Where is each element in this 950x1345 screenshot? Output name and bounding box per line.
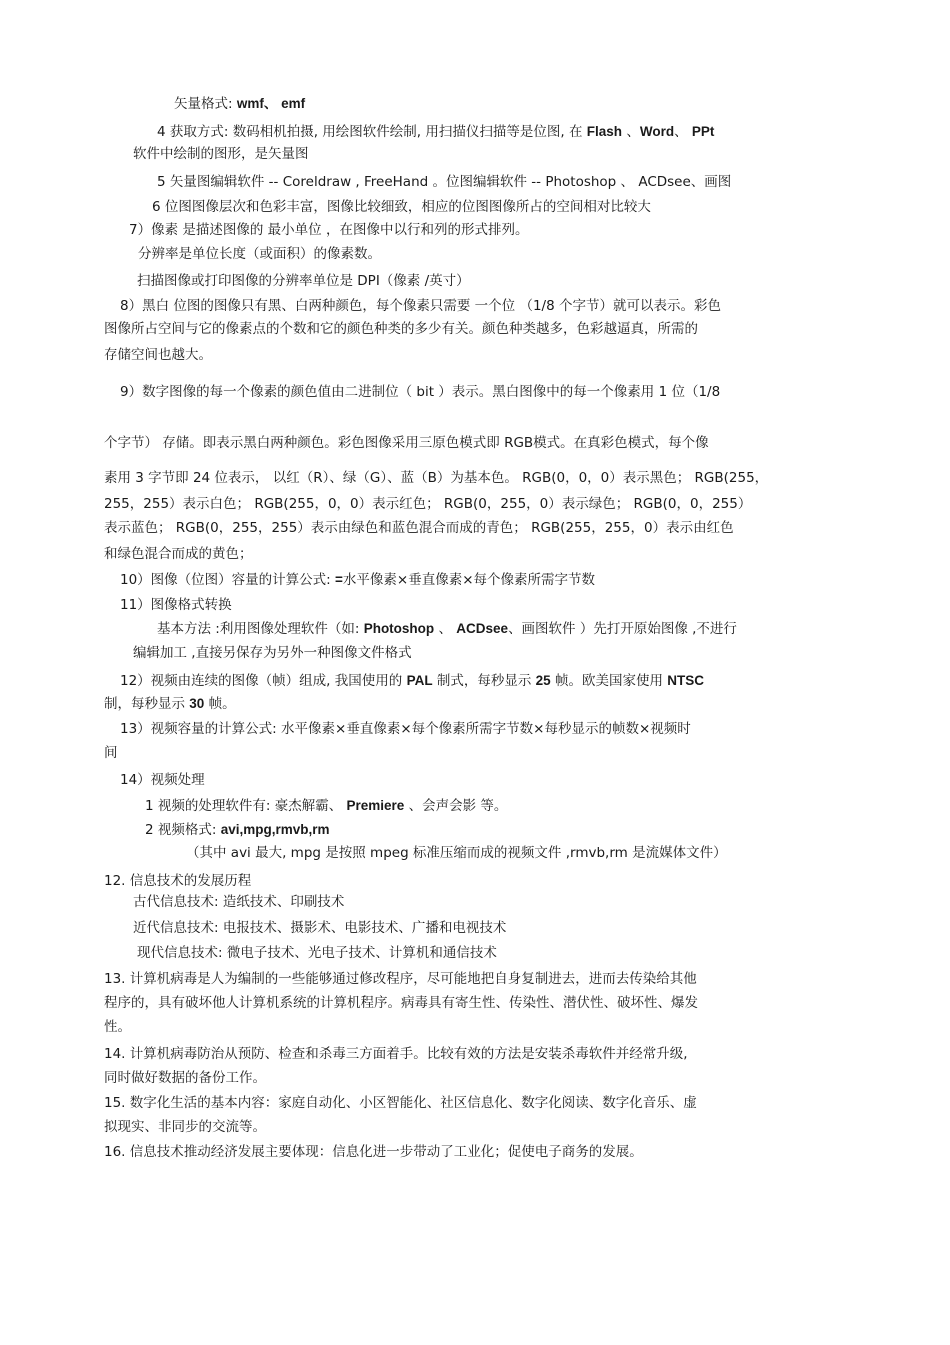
text-line: 软件中绘制的图形，是矢量图 bbox=[133, 146, 309, 162]
text-line: 2 视频格式: avi,mpg,rmvb,rm bbox=[145, 822, 330, 838]
text-line: 255，255）表示白色； RGB(255，0，0）表示红色； RGB(0，255，0）表示绿色； RGB(0，0，255） bbox=[104, 496, 752, 512]
text-line: 矢量格式: wmf、 emf bbox=[174, 96, 306, 112]
text-line: 和绿色混合而成的黄色； bbox=[104, 546, 253, 562]
text-line: 制，每秒显示 30 帧。 bbox=[104, 696, 236, 712]
text-line: 14. 计算机病毒防治从预防、检查和杀毒三方面着手。比较有效的方法是安装杀毒软件并经常升级, bbox=[104, 1046, 688, 1062]
text-line: 10）图像（位图）容量的计算公式: =水平像素×垂直像素×每个像素所需字节数 bbox=[120, 572, 596, 588]
text-line: 12）视频由连续的图像（帧）组成, 我国使用的 PAL 制式，每秒显示 25 帧。欧美国家使用 NTSC bbox=[120, 673, 705, 689]
text-line: 15. 数字化生活的基本内容：家庭自动化、小区智能化、社区信息化、数字化阅读、数字化音乐、虚 bbox=[104, 1095, 697, 1111]
text-line: 古代信息技术: 造纸技术、印刷技术 bbox=[133, 894, 345, 910]
text-line: 14）视频处理 bbox=[120, 772, 205, 788]
text-line: 扫描图像或打印图像的分辨率单位是 DPI（像素 /英寸） bbox=[137, 273, 470, 289]
text-line: 4 获取方式: 数码相机拍摄, 用绘图软件绘制, 用扫描仪扫描等是位图, 在 Flash 、Word、 PPt bbox=[157, 124, 715, 140]
text-line: 性。 bbox=[104, 1019, 131, 1035]
text-line: 6 位图图像层次和色彩丰富，图像比较细致，相应的位图图像所占的空间相对比较大 bbox=[152, 199, 651, 215]
text-line: 表示蓝色； RGB(0，255，255）表示由绿色和蓝色混合而成的青色； RGB(255，255，0）表示由红色 bbox=[104, 520, 734, 536]
text-line: 素用 3 字节即 24 位表示， 以红（R）、绿（G）、蓝（B）为基本色。 RGB(0，0，0）表示黑色； RGB(255， bbox=[104, 470, 769, 486]
text-line: 程序的，具有破坏他人计算机系统的计算机程序。病毒具有寄生性、传染性、潜伏性、破坏性、爆发 bbox=[104, 995, 698, 1011]
text-line: 存储空间也越大。 bbox=[104, 347, 212, 363]
text-line: （其中 avi 最大, mpg 是按照 mpeg 标准压缩而成的视频文件 ,rmvb,rm 是流媒体文件） bbox=[186, 845, 727, 861]
text-line: 13. 计算机病毒是人为编制的一些能够通过修改程序，尽可能地把自身复制进去，进而去传染给其他 bbox=[104, 971, 697, 987]
text-line: 近代信息技术: 电报技术、摄影术、电影技术、广播和电视技术 bbox=[133, 920, 507, 936]
text-line: 11）图像格式转换 bbox=[120, 597, 232, 613]
text-line: 8）黑白 位图的图像只有黑、白两种颜色，每个像素只需要 一个位 （1/8 个字节）就可以表示。彩色 bbox=[120, 298, 721, 314]
text-line: 现代信息技术: 微电子技术、光电子技术、计算机和通信技术 bbox=[137, 945, 497, 961]
text-line: 基本方法 :利用图像处理软件（如: Photoshop 、 ACDsee、画图软件 ）先打开原始图像 ,不进行 bbox=[157, 621, 737, 637]
text-line: 9）数字图像的每一个像素的颜色值由二进制位（ bit ）表示。黑白图像中的每一个像素用 1 位（1/8 bbox=[120, 384, 721, 400]
text-line: 12. 信息技术的发展历程 bbox=[104, 873, 252, 889]
text-line: 同时做好数据的备份工作。 bbox=[104, 1070, 266, 1086]
text-line: 拟现实、非同步的交流等。 bbox=[104, 1119, 266, 1135]
text-line: 7）像素 是描述图像的 最小单位 ，在图像中以行和列的形式排列。 bbox=[129, 222, 529, 238]
text-line: 16. 信息技术推动经济发展主要体现：信息化进一步带动了工业化；促使电子商务的发展。 bbox=[104, 1144, 643, 1160]
text-line: 个字节） 存储。即表示黑白两种颜色。彩色图像采用三原色模式即 RGB模式。在真彩色模式，每个像 bbox=[104, 435, 709, 451]
text-line: 5 矢量图编辑软件 -- Coreldraw , FreeHand 。位图编辑软件 -- Photoshop 、 ACDsee、画图 bbox=[157, 174, 732, 190]
text-line: 1 视频的处理软件有: 豪杰解霸、 Premiere 、会声会影 等。 bbox=[145, 798, 508, 814]
text-line: 13）视频容量的计算公式: 水平像素×垂直像素×每个像素所需字节数×每秒显示的帧数×视频时 bbox=[120, 721, 691, 737]
text-line: 分辨率是单位长度（或面积）的像素数。 bbox=[138, 246, 381, 262]
text-line: 间 bbox=[104, 745, 118, 761]
text-line: 图像所占空间与它的像素点的个数和它的颜色种类的多少有关。颜色种类越多，色彩越逼真，所需的 bbox=[104, 321, 698, 337]
text-line: 编辑加工 ,直接另保存为另外一种图像文件格式 bbox=[133, 645, 412, 661]
